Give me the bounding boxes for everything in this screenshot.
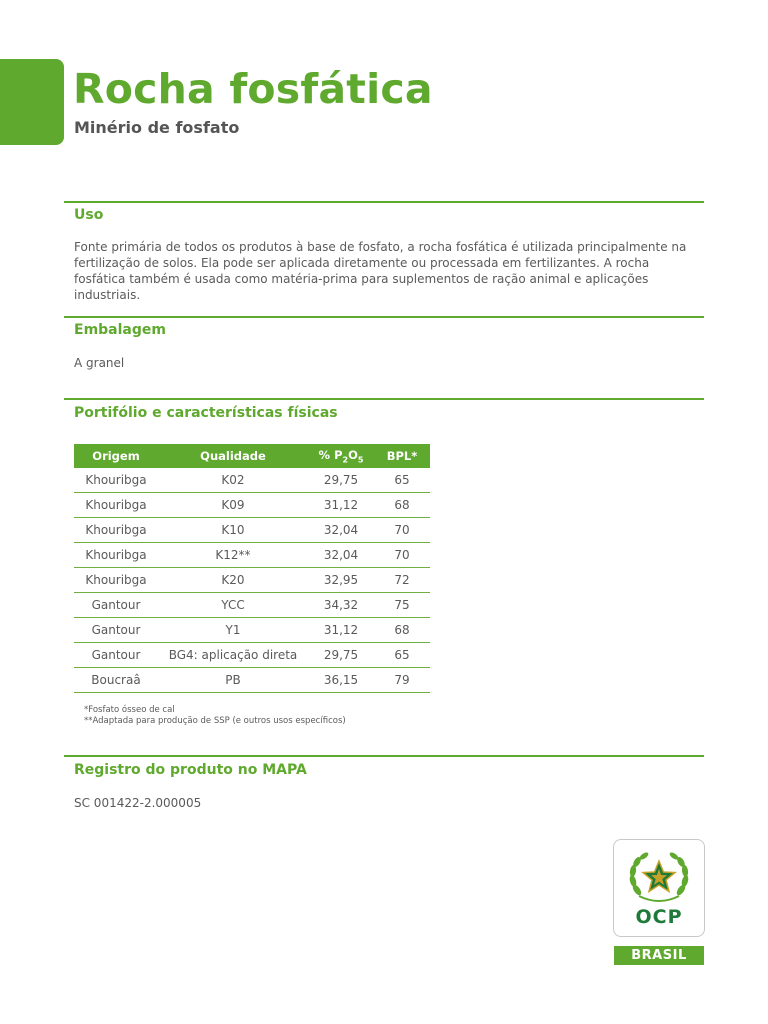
- ocp-logo: [613, 839, 705, 967]
- footnote-bpl: *Fosfato ósseo de cal: [84, 705, 175, 715]
- cell-origem: Khouribga: [74, 518, 158, 543]
- cell-origem: Gantour: [74, 643, 158, 668]
- column-header-p2o5: [308, 444, 374, 468]
- table-row: [74, 468, 430, 493]
- table-footnotes: [84, 705, 346, 727]
- page-subtitle: Minério de fosfato: [74, 118, 240, 137]
- section-title-embalagem: Embalagem: [74, 322, 166, 338]
- cell-qualidade: Y1: [158, 618, 308, 643]
- cell-origem: Boucraâ: [74, 668, 158, 693]
- cell-p2o5: 29,75: [308, 468, 374, 493]
- logo-wordmark: OCP: [635, 906, 683, 928]
- cell-p2o5: 29,75: [308, 643, 374, 668]
- cell-p2o5: 32,04: [308, 543, 374, 568]
- page-title: Rocha fosfática: [73, 65, 433, 113]
- section-divider: [64, 398, 704, 400]
- section-divider: [64, 755, 704, 757]
- cell-qualidade: K02: [158, 468, 308, 493]
- cell-bpl: 68: [374, 493, 430, 518]
- cell-bpl: 65: [374, 643, 430, 668]
- cell-qualidade: YCC: [158, 593, 308, 618]
- cell-origem: Khouribga: [74, 468, 158, 493]
- cell-bpl: 65: [374, 468, 430, 493]
- cell-origem: Gantour: [74, 618, 158, 643]
- p2o5-p: % P: [318, 447, 343, 462]
- section-divider: [64, 316, 704, 318]
- cell-origem: Khouribga: [74, 568, 158, 593]
- footnote-ssp: **Adaptada para produção de SSP (e outros usos específicos): [84, 716, 346, 726]
- cell-bpl: 68: [374, 618, 430, 643]
- cell-origem: Gantour: [74, 593, 158, 618]
- table-row: [74, 568, 430, 593]
- portfolio-table: [74, 444, 430, 693]
- section-divider: [64, 201, 704, 203]
- table-row: [74, 668, 430, 693]
- cell-qualidade: K12**: [158, 543, 308, 568]
- cell-bpl: 70: [374, 518, 430, 543]
- embalagem-text: A granel: [74, 356, 125, 370]
- table-row: [74, 518, 430, 543]
- uso-text: Fonte primária de todos os produtos à base de fosfato, a rocha fosfática é utilizada principalmente na fertilização de solos. Ela pode ser aplicada diretamente ou processada em fertilizantes. A rocha fosfática também é usada como matéria-prima para suplementos de ração animal e aplicações industriais.: [74, 240, 687, 302]
- cell-bpl: 79: [374, 668, 430, 693]
- cell-qualidade: K20: [158, 568, 308, 593]
- table-row: [74, 618, 430, 643]
- section-title-portfolio: Portifólio e características físicas: [74, 405, 338, 421]
- table-row: [74, 493, 430, 518]
- cell-p2o5: 31,12: [308, 493, 374, 518]
- p2o5-sub-2: 2: [342, 455, 349, 465]
- ocp-emblem-icon: [625, 850, 693, 906]
- cell-qualidade: PB: [158, 668, 308, 693]
- cell-bpl: 70: [374, 543, 430, 568]
- section-title-registro: Registro do produto no MAPA: [74, 762, 307, 778]
- table-row: [74, 593, 430, 618]
- cell-p2o5: 34,32: [308, 593, 374, 618]
- section-title-uso: Uso: [74, 207, 104, 223]
- cell-qualidade: K09: [158, 493, 308, 518]
- column-header-qualidade: Qualidade: [158, 444, 308, 468]
- column-header-bpl: BPL*: [374, 444, 430, 468]
- cell-p2o5: 31,12: [308, 618, 374, 643]
- cell-bpl: 75: [374, 593, 430, 618]
- cell-bpl: 72: [374, 568, 430, 593]
- column-header-origem: Origem: [74, 444, 158, 468]
- cell-qualidade: BG4: aplicação direta: [158, 643, 308, 668]
- cell-qualidade: K10: [158, 518, 308, 543]
- cell-origem: Khouribga: [74, 543, 158, 568]
- table-row: [74, 643, 430, 668]
- table-row: [74, 543, 430, 568]
- cell-origem: Khouribga: [74, 493, 158, 518]
- cell-p2o5: 36,15: [308, 668, 374, 693]
- logo-country-bar: BRASIL: [614, 946, 704, 965]
- cell-p2o5: 32,04: [308, 518, 374, 543]
- logo-card: [613, 839, 705, 937]
- cell-p2o5: 32,95: [308, 568, 374, 593]
- p2o5-sub-5: 5: [357, 455, 364, 465]
- p2o5-o: O: [348, 447, 358, 462]
- table-header-row: [74, 444, 430, 468]
- header-accent-tab: [0, 59, 64, 145]
- registro-text: SC 001422-2.000005: [74, 796, 202, 810]
